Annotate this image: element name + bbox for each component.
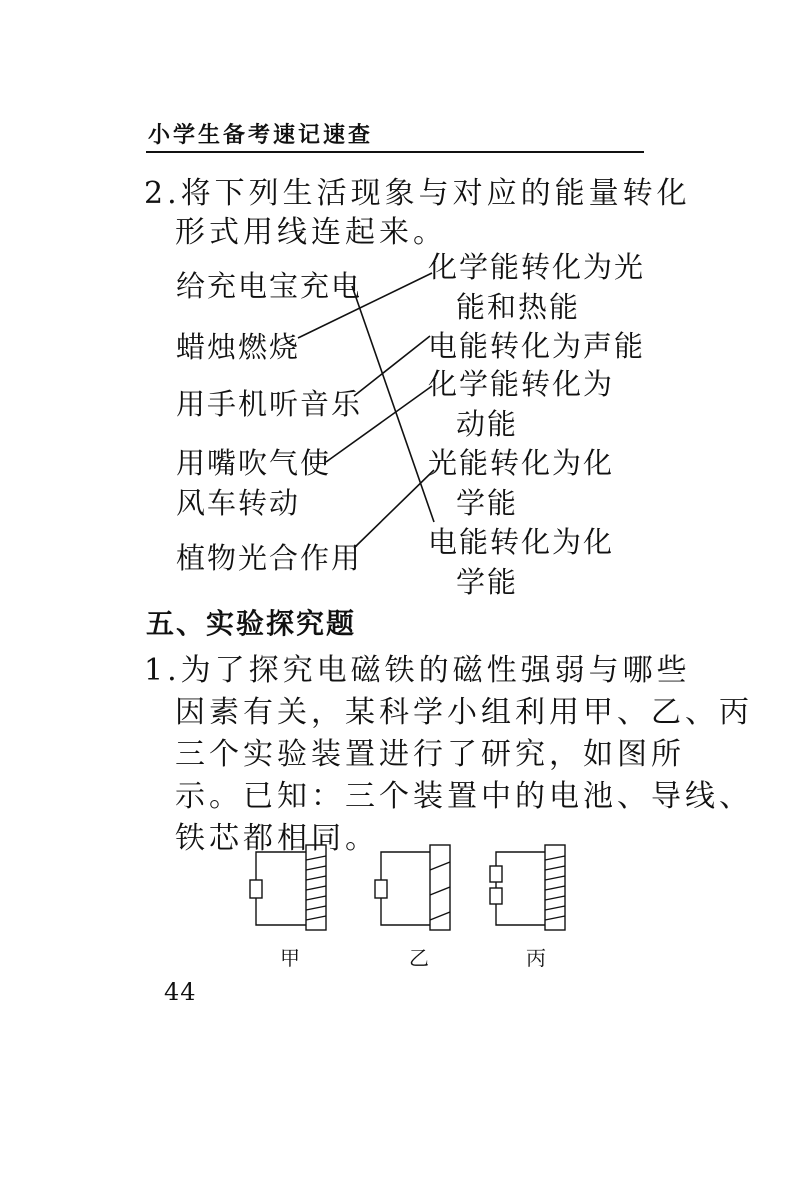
question-1-line-5: 铁芯都相同。	[175, 821, 379, 856]
battery-icon	[250, 880, 262, 898]
question-1-line-4: 示。已知：三个装置中的电池、导线、	[175, 779, 753, 814]
right-item-chem-kinetic-line-1: 化学能转化为	[428, 367, 615, 401]
coil-icon	[430, 862, 450, 920]
apparatus-bing	[490, 845, 565, 930]
right-item-light-chem-line-1: 光能转化为化	[428, 446, 615, 480]
apparatus-jia	[250, 845, 326, 930]
right-item-elec-sound: 电能转化为声能	[428, 329, 646, 363]
left-item-blow-line-2: 风车转动	[176, 486, 301, 520]
coil-icon	[545, 856, 565, 920]
figure-caption-jia: 甲	[280, 946, 300, 970]
right-item-chem-light-line-2: 能和热能	[456, 290, 581, 324]
right-item-chem-light-line-1: 化学能转化为光	[428, 250, 646, 284]
question-1-line-3: 三个实验装置进行了研究，如图所	[175, 737, 685, 772]
question-2-line-2: 形式用线连起来。	[175, 215, 447, 250]
wire-icon	[496, 852, 545, 925]
figure-caption-bing: 丙	[526, 946, 546, 970]
question-1-line-1: 1.为了探究电磁铁的磁性强弱与哪些	[144, 653, 691, 688]
battery-icon	[375, 880, 387, 898]
wire-icon	[381, 852, 430, 925]
battery-icon	[490, 866, 502, 882]
right-item-elec-chem-line-1: 电能转化为化	[428, 525, 615, 559]
left-item-blow-line-1: 用嘴吹气使	[176, 446, 332, 480]
right-item-light-chem-line-2: 学能	[456, 486, 519, 520]
page-number: 44	[164, 978, 197, 1006]
left-item-photosynthesis: 植物光合作用	[176, 541, 363, 575]
left-item-phone-music: 用手机听音乐	[176, 387, 363, 421]
coil-icon	[306, 856, 326, 920]
right-item-elec-chem-line-2: 学能	[456, 565, 519, 599]
battery-icon	[490, 888, 502, 904]
section-5-title: 五、实验探究题	[146, 607, 357, 640]
left-item-charge-powerbank: 给充电宝充电	[176, 269, 363, 303]
figure-caption-yi: 乙	[409, 946, 429, 970]
question-1-line-2: 因素有关，某科学小组利用甲、乙、丙	[175, 695, 753, 730]
right-item-chem-kinetic-line-2: 动能	[456, 407, 519, 441]
apparatus-yi	[375, 845, 450, 930]
left-item-candle: 蜡烛燃烧	[176, 330, 301, 364]
book-header-title: 小学生备考速记速查	[148, 123, 374, 148]
wire-icon	[256, 852, 306, 925]
question-2-line-1: 2.将下列生活现象与对应的能量转化	[144, 176, 691, 211]
